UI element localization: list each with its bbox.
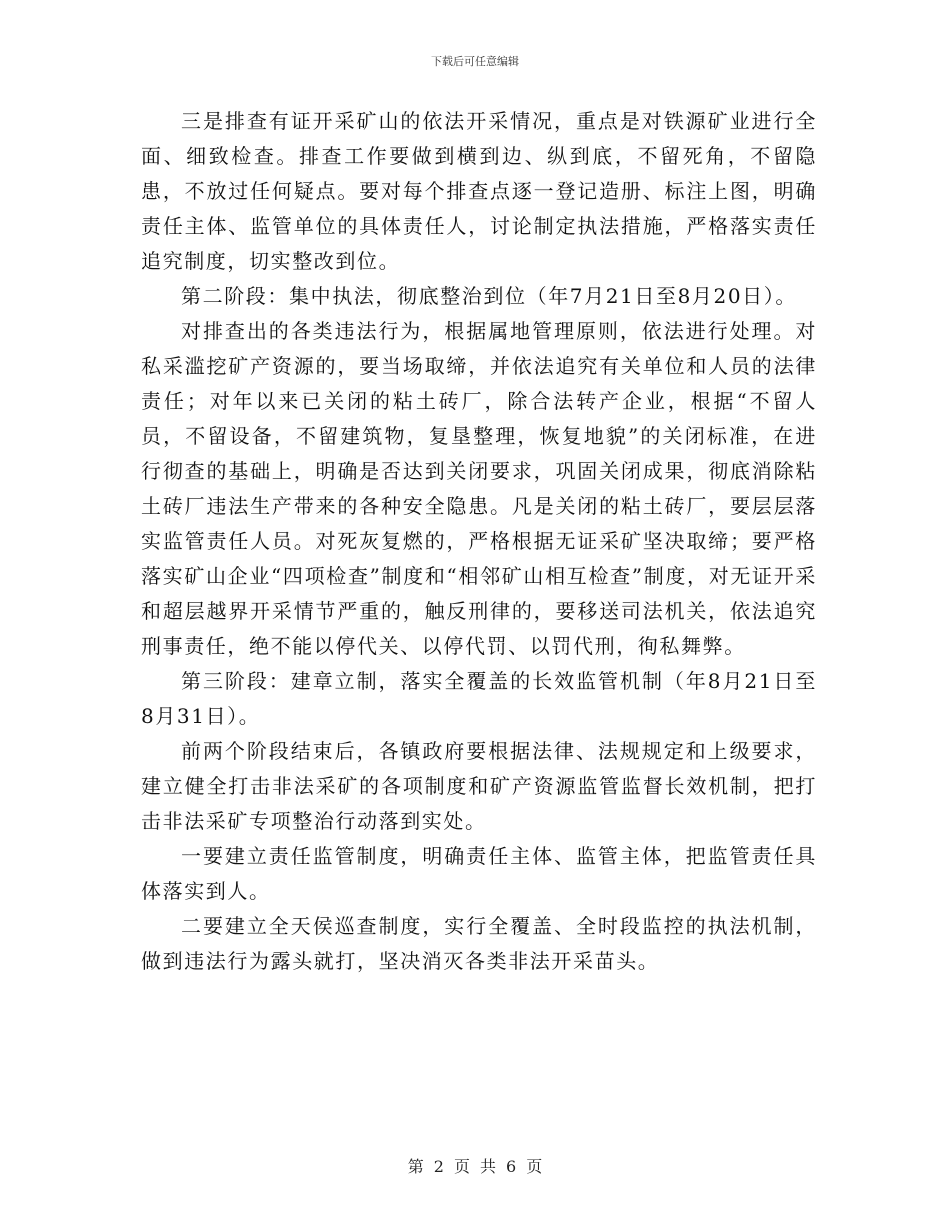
paragraph: 一要建立责任监管制度，明确责任主体、监管主体，把监管责任具体落实到人。 [141, 844, 817, 903]
paragraph: 前两个阶段结束后，各镇政府要根据法律、法规规定和上级要求，建立健全打击非法采矿的各项制度和矿产资源监管监督长效机制，把打击非法采矿专项整治行动落到实处。 [141, 739, 817, 833]
header-note: 下载后可任意编辑 [431, 55, 519, 68]
paragraph: 二要建立全天侯巡查制度，实行全覆盖、全时段监控的执法机制，做到违法行为露头就打，坚决消灭各类非法开采苗头。 [141, 914, 817, 973]
footer-total-pages: 6 [506, 1157, 517, 1176]
document-body [141, 104, 817, 979]
footer-prefix: 第 [407, 1157, 424, 1176]
page-footer [0, 1154, 950, 1177]
paragraph-stage-two-heading: 第二阶段：集中执法，彻底整治到位（年7月21日至8月20日）。 [181, 284, 797, 308]
paragraph: 三是排查有证开采矿山的依法开采情况，重点是对铁源矿业进行全面、细致检查。排查工作要做到横到边、纵到底，不留死角，不留隐患，不放过任何疑点。要对每个排查点逐一登记造册、标注上图，明确责任主体、监管单位的具体责任人，讨论制定执法措施，严格落实责任追究制度，切实整改到位。 [141, 109, 817, 273]
footer-suffix: 页 [526, 1157, 543, 1176]
footer-middle: 页 [453, 1157, 470, 1176]
paragraph: 对排查出的各类违法行为，根据属地管理原则，依法进行处理。对私采滥挖矿产资源的，要当场取缔，并依法追究有关单位和人员的法律责任；对年以来已关闭的粘土砖厂，除合法转产企业，根据“不留人员，不留设备，不留建筑物，复垦整理，恢复地貌”的关闭标准，在进行彻查的基础上，明确是否达到关闭要求，巩固关闭成果，彻底消除粘土砖厂违法生产带来的各种安全隐患。凡是关闭的粘土砖厂，要层层落实监管责任人员。对死灰复燃的，严格根据无证采矿坚决取缔；要严格落实矿山企业“四项检查”制度和“相邻矿山相互检查”制度，对无证开采和超层越界开采情节严重的，触反刑律的，要移送司法机关，依法追究刑事责任，绝不能以停代关、以停代罚、以罚代刑，徇私舞弊。 [141, 319, 817, 658]
footer-page-number: 2 [433, 1157, 444, 1176]
paragraph-stage-three-heading: 第三阶段：建章立制，落实全覆盖的长效监管机制（年8月21日至8月31日）。 [141, 669, 817, 728]
footer-joiner: 共 [480, 1157, 497, 1176]
